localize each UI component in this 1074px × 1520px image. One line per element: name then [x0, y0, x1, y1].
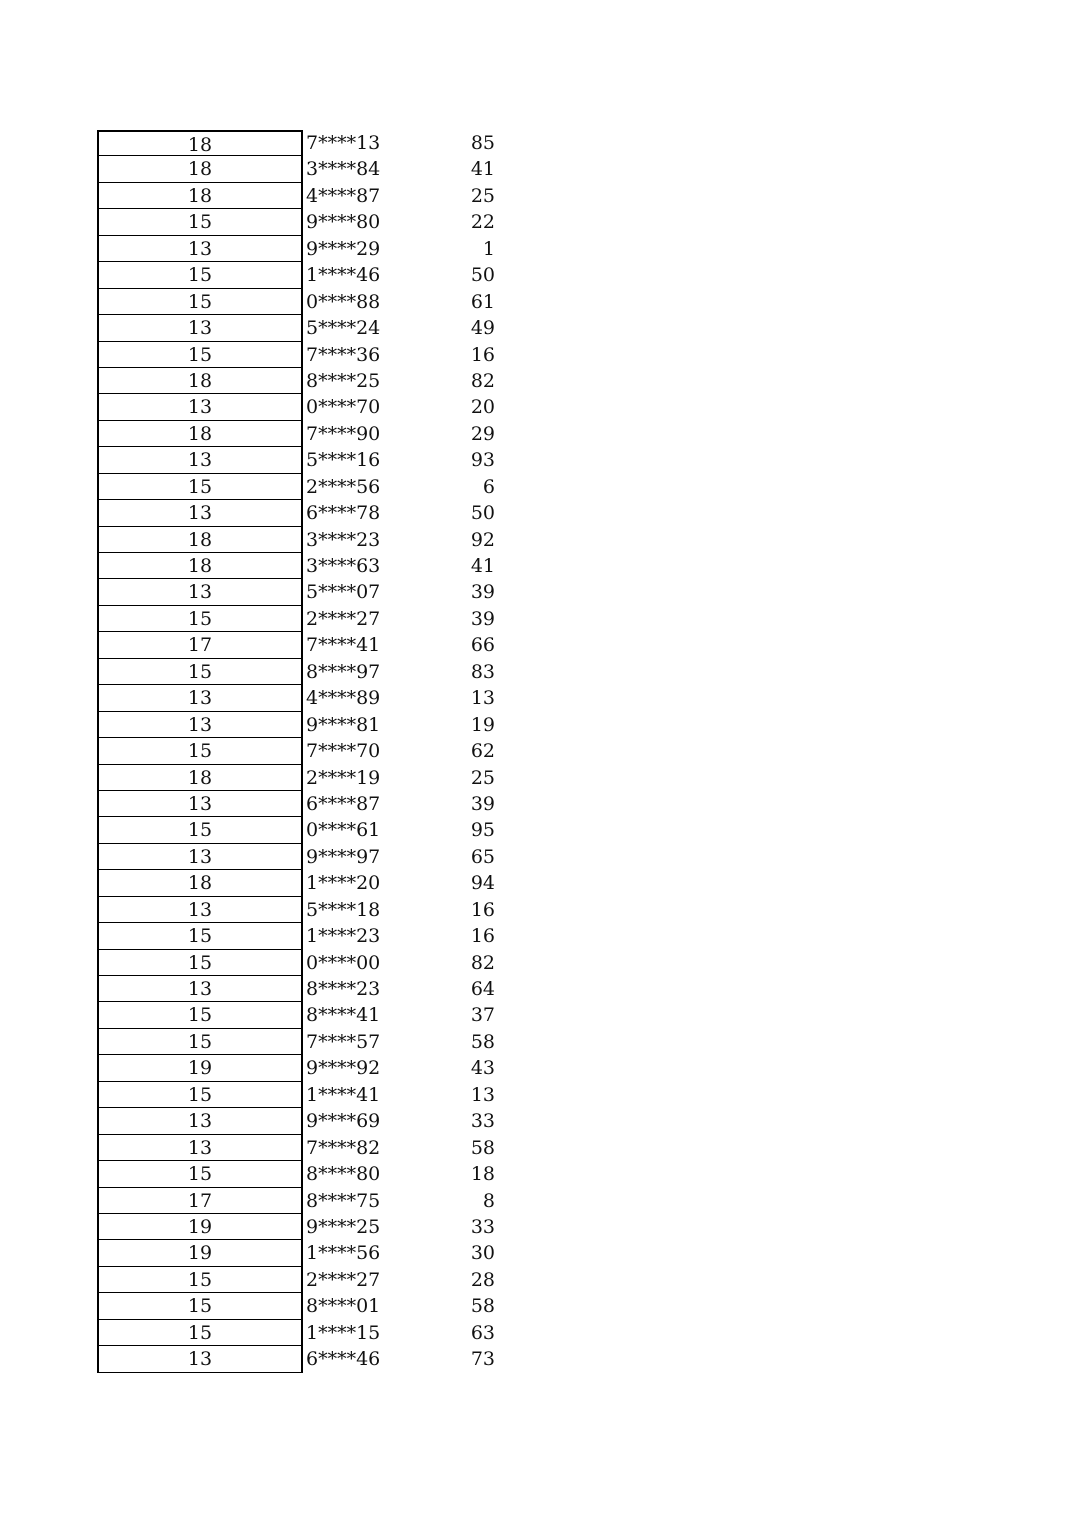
- table-row: [97, 500, 495, 526]
- id-cell: 9****92: [306, 1057, 381, 1080]
- value-cell: 30: [470, 1242, 495, 1265]
- table-row: [97, 1161, 495, 1187]
- table-row: [97, 606, 495, 632]
- value-cell: 82: [470, 951, 495, 974]
- id-cell: 3****23: [306, 528, 381, 551]
- group-cell: 13: [97, 315, 303, 341]
- value-cell: 43: [470, 1057, 495, 1080]
- id-cell: 1****46: [306, 264, 381, 287]
- group-cell: 13: [97, 447, 303, 473]
- id-cell: 7****70: [306, 740, 381, 763]
- group-cell: 15: [97, 342, 303, 368]
- group-cell: 13: [97, 844, 303, 870]
- table-row: [97, 262, 495, 288]
- value-cell: 58: [470, 1295, 495, 1318]
- value-cell: 22: [470, 211, 495, 234]
- group-cell: 13: [97, 500, 303, 526]
- group-cell: 15: [97, 1267, 303, 1293]
- id-cell: 0****00: [306, 951, 381, 974]
- table-row: [97, 579, 495, 605]
- id-cell: 6****78: [306, 502, 381, 525]
- id-cell: 7****36: [306, 343, 381, 366]
- group-cell: 17: [97, 1188, 303, 1214]
- id-cell: 7****82: [306, 1136, 381, 1159]
- value-cell: 28: [470, 1268, 495, 1291]
- id-cell: 1****23: [306, 925, 381, 948]
- table-row: [97, 315, 495, 341]
- table-row: [97, 923, 495, 949]
- group-cell: 15: [97, 289, 303, 315]
- value-cell: 25: [470, 184, 495, 207]
- group-cell: 13: [97, 394, 303, 420]
- table-row: [97, 897, 495, 923]
- table-row: [97, 421, 495, 447]
- id-cell: 4****89: [306, 687, 381, 710]
- id-cell: 9****97: [306, 845, 381, 868]
- table-row: [97, 950, 495, 976]
- table-row: [97, 474, 495, 500]
- value-cell: 63: [470, 1321, 495, 1344]
- group-cell: 19: [97, 1055, 303, 1081]
- group-cell: 15: [97, 659, 303, 685]
- table-row: [97, 1240, 495, 1266]
- table-row: [97, 1135, 495, 1161]
- group-cell: 18: [97, 527, 303, 553]
- group-cell: 13: [97, 1346, 303, 1372]
- id-cell: 9****25: [306, 1215, 381, 1238]
- value-cell: 41: [470, 555, 495, 577]
- value-cell: 33: [470, 1110, 495, 1133]
- table-row: [97, 712, 495, 738]
- value-cell: 61: [470, 290, 495, 313]
- value-cell: 83: [470, 660, 495, 683]
- table-row: [97, 183, 495, 209]
- table-row: [97, 289, 495, 315]
- id-cell: 1****41: [306, 1083, 381, 1106]
- value-cell: 8: [482, 1189, 495, 1212]
- group-cell: 15: [97, 1082, 303, 1108]
- group-cell: 15: [97, 1293, 303, 1319]
- table-row: [97, 765, 495, 791]
- id-cell: 1****15: [306, 1321, 381, 1344]
- id-cell: 8****23: [306, 978, 381, 1000]
- table-row: [97, 1108, 495, 1134]
- id-cell: 3****63: [306, 555, 381, 577]
- table-row: [97, 130, 495, 156]
- group-cell: 18: [97, 368, 303, 394]
- value-cell: 58: [470, 1030, 495, 1053]
- group-cell: 15: [97, 817, 303, 843]
- group-cell: 13: [97, 1108, 303, 1134]
- value-cell: 64: [470, 978, 495, 1000]
- id-cell: 2****27: [306, 1268, 381, 1291]
- table-row: [97, 368, 495, 394]
- value-cell: 13: [470, 1083, 495, 1106]
- table-row: [97, 1055, 495, 1081]
- group-cell: 15: [97, 1161, 303, 1187]
- id-cell: 0****70: [306, 396, 381, 419]
- group-cell: 15: [97, 738, 303, 764]
- id-cell: 7****13: [306, 132, 381, 154]
- value-cell: 39: [470, 792, 495, 815]
- value-cell: 41: [470, 158, 495, 181]
- group-cell: 15: [97, 950, 303, 976]
- value-cell: 66: [470, 634, 495, 657]
- group-cell: 15: [97, 1002, 303, 1028]
- id-cell: 5****16: [306, 449, 381, 472]
- id-cell: 9****29: [306, 237, 381, 260]
- value-cell: 93: [470, 449, 495, 472]
- group-cell: 19: [97, 1214, 303, 1240]
- group-cell: 15: [97, 1029, 303, 1055]
- id-cell: 8****80: [306, 1163, 381, 1186]
- id-cell: 0****88: [306, 290, 381, 313]
- group-cell: 13: [97, 976, 303, 1002]
- table-row: [97, 844, 495, 870]
- value-cell: 16: [470, 925, 495, 948]
- id-cell: 8****41: [306, 1004, 381, 1027]
- id-cell: 8****25: [306, 369, 381, 392]
- table-row: [97, 447, 495, 473]
- value-cell: 13: [470, 687, 495, 710]
- value-cell: 85: [470, 132, 495, 154]
- value-cell: 62: [470, 740, 495, 763]
- table-row: [97, 342, 495, 368]
- table-row: [97, 870, 495, 896]
- group-cell: 15: [97, 606, 303, 632]
- table-row: [97, 632, 495, 658]
- table-row: [97, 394, 495, 420]
- id-cell: 9****80: [306, 211, 381, 234]
- value-cell: 6: [482, 475, 495, 498]
- value-cell: 95: [470, 819, 495, 842]
- value-cell: 49: [470, 317, 495, 340]
- table-row: [97, 1029, 495, 1055]
- value-cell: 20: [470, 396, 495, 419]
- group-cell: 17: [97, 632, 303, 658]
- group-cell: 13: [97, 685, 303, 711]
- group-cell: 13: [97, 579, 303, 605]
- id-cell: 0****61: [306, 819, 381, 842]
- table-row: [97, 1267, 495, 1293]
- table-row: [97, 209, 495, 235]
- group-cell: 15: [97, 1320, 303, 1346]
- group-cell: 15: [97, 262, 303, 288]
- id-cell: 5****24: [306, 317, 381, 340]
- table-row: [97, 738, 495, 764]
- group-cell: 15: [97, 209, 303, 235]
- value-cell: 50: [470, 264, 495, 287]
- value-cell: 65: [470, 845, 495, 868]
- group-cell: 18: [97, 156, 303, 182]
- id-cell: 1****56: [306, 1242, 381, 1265]
- table-row: [97, 553, 495, 579]
- id-cell: 1****20: [306, 872, 381, 895]
- group-cell: 13: [97, 1135, 303, 1161]
- value-cell: 73: [470, 1348, 495, 1371]
- id-cell: 6****87: [306, 792, 381, 815]
- value-cell: 82: [470, 369, 495, 392]
- id-cell: 6****46: [306, 1348, 381, 1371]
- table-row: [97, 976, 495, 1002]
- value-cell: 39: [470, 607, 495, 630]
- id-cell: 2****19: [306, 766, 381, 789]
- value-cell: 37: [470, 1004, 495, 1027]
- value-cell: 50: [470, 502, 495, 525]
- table-row: [97, 791, 495, 817]
- table-row: [97, 1002, 495, 1028]
- id-cell: 2****56: [306, 475, 381, 498]
- value-cell: 18: [470, 1163, 495, 1186]
- id-cell: 4****87: [306, 184, 381, 207]
- table-row: [97, 817, 495, 843]
- table-row: [97, 1188, 495, 1214]
- group-cell: 19: [97, 1240, 303, 1266]
- id-cell: 3****84: [306, 158, 381, 181]
- id-cell: 5****18: [306, 898, 381, 921]
- group-cell: 18: [97, 130, 303, 156]
- group-cell: 18: [97, 421, 303, 447]
- id-cell: 7****41: [306, 634, 381, 657]
- value-cell: 39: [470, 581, 495, 604]
- table-row: [97, 685, 495, 711]
- value-cell: 19: [470, 713, 495, 736]
- table-row: [97, 659, 495, 685]
- value-cell: 16: [470, 343, 495, 366]
- table-row: [97, 1293, 495, 1319]
- id-cell: 8****97: [306, 660, 381, 683]
- value-cell: 16: [470, 898, 495, 921]
- group-cell: 18: [97, 553, 303, 579]
- id-cell: 5****07: [306, 581, 381, 604]
- id-cell: 8****75: [306, 1189, 381, 1212]
- table-row: [97, 1214, 495, 1240]
- table-row: [97, 236, 495, 262]
- id-cell: 9****81: [306, 713, 381, 736]
- group-cell: 18: [97, 183, 303, 209]
- table-row: [97, 1320, 495, 1346]
- group-cell: 15: [97, 474, 303, 500]
- table-row: [97, 527, 495, 553]
- group-cell: 18: [97, 765, 303, 791]
- value-cell: 58: [470, 1136, 495, 1159]
- data-table: [97, 130, 495, 1373]
- group-cell: 13: [97, 897, 303, 923]
- id-cell: 2****27: [306, 607, 381, 630]
- group-cell: 18: [97, 870, 303, 896]
- id-cell: 9****69: [306, 1110, 381, 1133]
- value-cell: 94: [470, 872, 495, 895]
- value-cell: 25: [470, 766, 495, 789]
- group-cell: 13: [97, 791, 303, 817]
- group-cell: 15: [97, 923, 303, 949]
- id-cell: 8****01: [306, 1295, 381, 1318]
- table-row: [97, 1082, 495, 1108]
- id-cell: 7****57: [306, 1030, 381, 1053]
- id-cell: 7****90: [306, 422, 381, 445]
- table-row: [97, 156, 495, 182]
- value-cell: 92: [470, 528, 495, 551]
- value-cell: 33: [470, 1215, 495, 1238]
- value-cell: 1: [482, 237, 495, 260]
- group-cell: 13: [97, 236, 303, 262]
- table-row: [97, 1346, 495, 1372]
- group-cell: 13: [97, 712, 303, 738]
- value-cell: 29: [470, 422, 495, 445]
